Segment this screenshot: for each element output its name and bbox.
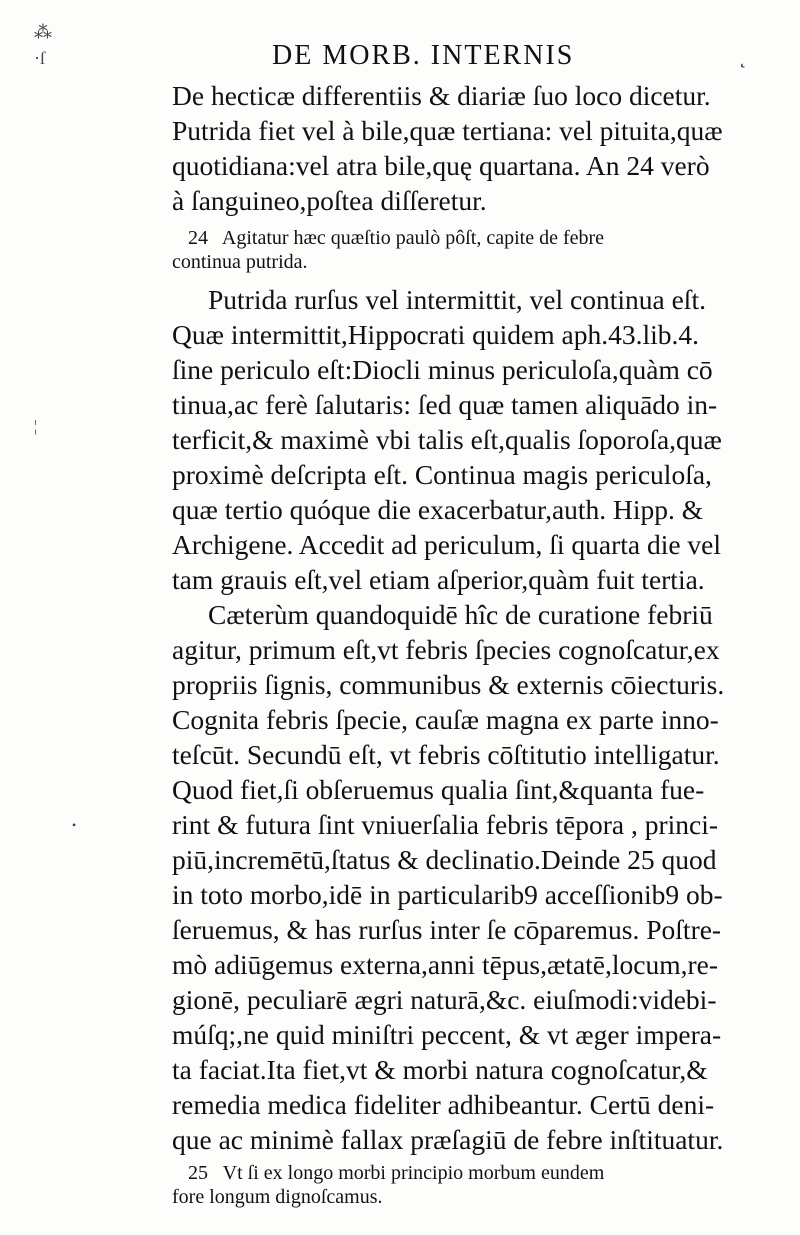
text-line: Putrida fiet vel à bile,quæ tertiana: vel pituita,quæ <box>172 115 723 146</box>
text-line: remedia medica fideliter adhibeantur. Certū deni- <box>172 1089 715 1120</box>
text-line: ſeruemus, & has rurſus inter ſe cōparemus. Poſtre- <box>172 914 722 945</box>
text-line: tam grauis eſt,vel etiam aſperior,quàm fuit tertia. <box>172 564 705 595</box>
text-block <box>172 78 768 1209</box>
running-title: DE MORB. INTERNIS <box>272 40 575 71</box>
note-text: Vt ſi ex longo morbi principio morbum eundem <box>222 1162 605 1184</box>
gutter-ink-mark: ⁂ <box>34 22 54 42</box>
text-line: De hecticæ differentiis & diariæ ſuo loco dicetur. <box>172 80 711 111</box>
text-line: piū,incremētū,ſtatus & declinatio.Deinde 25 quod <box>172 844 717 875</box>
text-line: ta faciat.Ita fiet,vt & morbi natura cognoſcatur,& <box>172 1054 708 1085</box>
gutter-ink-mark: • <box>72 818 77 832</box>
note-text: fore longum dignoſcamus. <box>172 1186 383 1208</box>
text-line: gionē, peculiarē ægri naturā,&c. eiuſmodi:videbi- <box>172 984 717 1015</box>
note-number: 24 <box>188 227 208 249</box>
note-text: continua putrida. <box>172 251 308 273</box>
text-line: mò adiūgemus externa,anni tēpus,ætatē,locum,re- <box>172 949 719 980</box>
text-line: proximè deſcripta eſt. Continua magis periculoſa, <box>172 459 712 490</box>
header-ornament: ˛ <box>740 48 746 68</box>
marginal-note-24 <box>172 226 768 250</box>
text-line: quæ tertio quóque die exacerbatur,auth. Hipp. & <box>172 494 704 525</box>
note-number: 25 <box>188 1162 208 1184</box>
text-line: ſine periculo eſt:Diocli minus periculoſa,quàm cō <box>172 354 713 385</box>
text-line: que ac minimè fallax præſagiū de febre inſtituatur. <box>172 1124 724 1155</box>
note-text: Agitatur hæc quæſtio paulò pôſt, capite de febre <box>221 227 605 249</box>
text-line: Quæ intermittit,Hippocrati quidem aph.43.lib.4. <box>172 319 700 350</box>
text-line: múſq;,ne quid miniſtri peccent, & vt æger impera- <box>172 1019 722 1050</box>
text-line: Cæterùm quandoquidē hîc de curatione febriū <box>208 599 713 630</box>
text-line: quotidiana:vel atra bile,quę quartana. An 24 verò <box>172 150 710 181</box>
text-line: Cognita febris ſpecie, cauſæ magna ex parte inno- <box>172 704 719 735</box>
text-line: rint & futura ſint vniuerſalia febris tēpora , princi- <box>172 809 718 840</box>
text-line: Quod fiet,ſi obſeruemus qualia ſint,&quanta fue- <box>172 774 705 805</box>
marginal-note-25 <box>172 1161 768 1185</box>
text-line: teſcūt. Secundū eſt, vt febris cōſtitutio intelligatur. <box>172 739 720 770</box>
text-line: tinua,ac ferè ſalutaris: ſed quæ tamen aliquādo in- <box>172 389 718 420</box>
text-line: agitur, primum eſt,vt febris ſpecies cognoſcatur,ex <box>172 634 720 665</box>
text-line: Archigene. Accedit ad periculum, ſi quarta die vel <box>172 529 722 560</box>
gutter-ink-mark: ¦ <box>34 418 38 435</box>
gutter-ink-mark: ·ſ <box>34 48 45 68</box>
text-line: terficit,& maximè vbi talis eſt,qualis ſoporoſa,quæ <box>172 424 722 455</box>
text-line: propriis ſignis, communibus & externis cōiecturis. <box>172 669 725 700</box>
text-line: Putrida rurſus vel intermittit, vel continua eſt. <box>208 284 706 315</box>
text-line: in toto morbo,idē in particularib9 acceſſionib9 ob- <box>172 879 723 910</box>
text-line: à ſanguineo,poſtea diſſeretur. <box>172 185 487 216</box>
